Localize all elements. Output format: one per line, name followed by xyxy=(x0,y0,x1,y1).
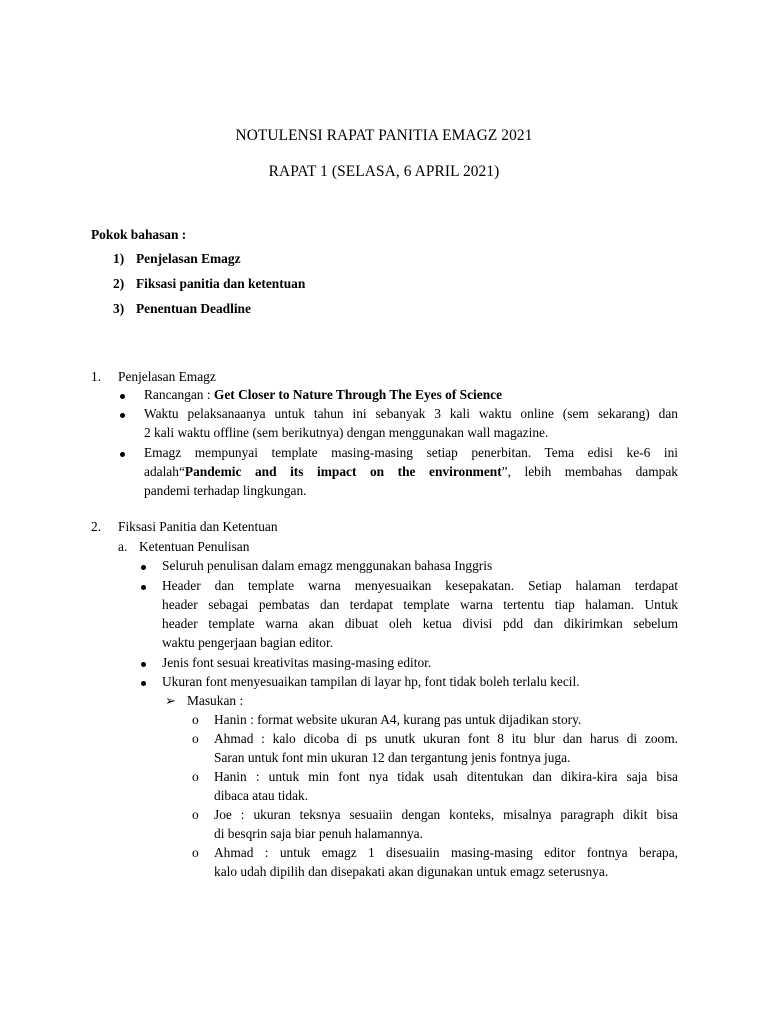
feedback-ahmad-1-line: Ahmad : kalo dicoba di ps unutk ukuran font 8 itu blur dan harus di zoom. xyxy=(214,731,678,746)
circle-bullet-icon: o xyxy=(192,712,199,727)
agenda-item-2: Fiksasi panitia dan ketentuan xyxy=(136,276,306,291)
agenda-item-number: 3) xyxy=(113,301,125,316)
section-1-bullet-3-line: Emagz mempunyai template masing-masing setiap penerbitan. Tema edisi ke-6 ini xyxy=(144,445,678,460)
agenda-label: Pokok bahasan : xyxy=(91,227,187,242)
feedback-ahmad-2-line: Ahmad : untuk emagz 1 disesuaiin masing-masing editor fontnya berapa, xyxy=(214,845,678,860)
theme-title: Pandemic and its impact on the environment xyxy=(184,464,502,479)
rule-2-line: waktu pengerjaan bagian editor. xyxy=(162,635,334,650)
document-title: NOTULENSI RAPAT PANITIA EMAGZ 2021 xyxy=(235,127,533,144)
bullet-icon xyxy=(141,662,146,667)
bullet-icon xyxy=(141,585,146,590)
theme-suffix: ”, lebih membahas dampak xyxy=(501,464,678,479)
circle-bullet-icon: o xyxy=(192,769,199,784)
feedback-hanin-1: Hanin : format website ukuran A4, kurang pas untuk dijadikan story. xyxy=(214,712,582,727)
arrow-right-icon: ➢ xyxy=(165,693,176,708)
bullet-icon xyxy=(120,394,125,399)
rule-1: Seluruh penulisan dalam emagz menggunakan bahasa Inggris xyxy=(162,558,493,573)
masukan-label: Masukan : xyxy=(187,693,244,708)
feedback-ahmad-2-line: kalo udah dipilih dan disepakati akan digunakan untuk emagz seterusnya. xyxy=(214,864,609,879)
rancangan-label: Rancangan : xyxy=(144,387,214,402)
bullet-icon xyxy=(120,413,125,418)
subsection-letter: a. xyxy=(118,539,128,554)
feedback-joe-line: Joe : ukuran teksnya sesuaiin dengan konteks, misalnya paragraph dikit bisa xyxy=(214,807,678,822)
circle-bullet-icon: o xyxy=(192,807,199,822)
section-1-bullet-2-line: Waktu pelaksanaanya untuk tahun ini sebanyak 3 kali waktu online (sem sekarang) dan xyxy=(144,406,678,421)
rule-4: Ukuran font menyesuaikan tampilan di layar hp, font tidak boleh terlalu kecil. xyxy=(162,674,580,689)
section-1-bullet-3-line: pandemi terhadap lingkungan. xyxy=(144,483,307,498)
section-1-bullet-2-line: 2 kali waktu offline (sem berikutnya) dengan menggunakan wall magazine. xyxy=(144,425,549,440)
section-2-heading: Fiksasi Panitia dan Ketentuan xyxy=(118,519,278,534)
rule-2-line: Header dan template warna menyesuaikan kesepakatan. Setiap halaman terdapat xyxy=(162,578,678,593)
section-1-bullet-3-line xyxy=(144,464,678,480)
agenda-item-number: 1) xyxy=(113,251,125,266)
rule-3: Jenis font sesuai kreativitas masing-masing editor. xyxy=(162,655,432,670)
theme-prefix: adalah“ xyxy=(144,464,185,479)
section-number: 1. xyxy=(91,369,102,384)
rancangan-title: Get Closer to Nature Through The Eyes of Science xyxy=(213,387,503,402)
feedback-ahmad-1-line: Saran untuk font min ukuran 12 dan tergantung jenis fontnya juga. xyxy=(214,750,571,765)
subsection-a-heading: Ketentuan Penulisan xyxy=(139,539,250,554)
section-1-heading: Penjelasan Emagz xyxy=(118,369,216,384)
rule-2-line: header sebagai pembatas dan terdapat template warna tertentu tiap halaman. Untuk xyxy=(162,597,678,612)
rule-2-line: header template warna akan dibuat oleh ketua divisi pdd dan dikirimkan sebelum xyxy=(162,616,678,631)
circle-bullet-icon: o xyxy=(192,845,199,860)
agenda-item-1: Penjelasan Emagz xyxy=(136,251,241,266)
agenda-item-3: Penentuan Deadline xyxy=(136,301,251,316)
circle-bullet-icon: o xyxy=(192,731,199,746)
bullet-icon xyxy=(141,681,146,686)
bullet-icon xyxy=(141,565,146,570)
section-number: 2. xyxy=(91,519,102,534)
meeting-subtitle: RAPAT 1 (SELASA, 6 APRIL 2021) xyxy=(268,163,500,180)
agenda-item-number: 2) xyxy=(113,276,125,291)
bullet-icon xyxy=(120,452,125,457)
section-1-bullet-1 xyxy=(144,387,502,403)
feedback-hanin-2-line: Hanin : untuk min font nya tidak usah ditentukan dan dikira-kira saja bisa xyxy=(214,769,678,784)
feedback-hanin-2-line: dibaca atau tidak. xyxy=(214,788,309,803)
feedback-joe-line: di besqrin saja biar penuh halamannya. xyxy=(214,826,423,841)
